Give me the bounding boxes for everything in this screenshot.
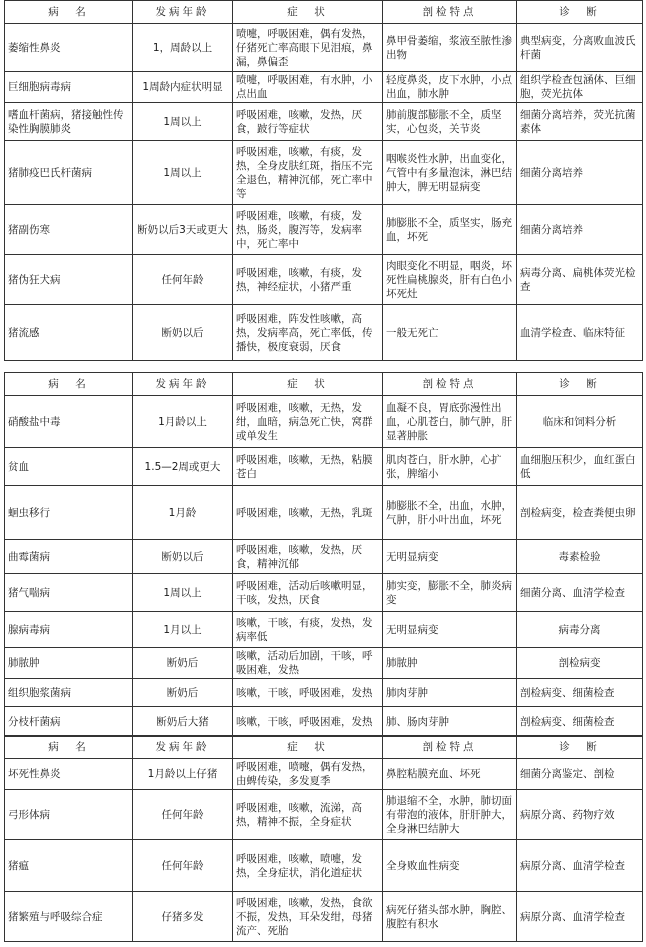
- necropsy-cell: 肌肉苍白，肝水肿，心扩张，脾缩小: [383, 448, 517, 486]
- diagnosis-cell: 毒素检验: [517, 540, 643, 574]
- table-row: [5, 540, 643, 574]
- disease-name-cell: 巨细胞病毒病: [5, 72, 133, 103]
- header-diagnosis: 诊 断: [517, 373, 643, 396]
- table-row: [5, 612, 643, 648]
- symptoms-cell: 呼吸困难，咳嗽，发热，食欲不振，发热，耳朵发绀，母猪流产、死胎: [233, 892, 383, 942]
- table-row: [5, 648, 643, 679]
- disease-name-cell: 曲霉菌病: [5, 540, 133, 574]
- disease-name-cell: 蛔虫移行: [5, 486, 133, 540]
- symptoms-cell: 呼吸困难，阵发性咳嗽，高热，发病率高，死亡率低，传播快，极度衰弱，厌食: [233, 305, 383, 361]
- table-row: [5, 892, 643, 942]
- table-row: [5, 24, 643, 72]
- disease-name-cell: 猪流感: [5, 305, 133, 361]
- disease-table-2: [4, 372, 642, 737]
- table-row: [5, 759, 643, 790]
- onset-age-cell: 1月龄以上仔猪: [133, 759, 233, 790]
- table-row: [5, 790, 643, 840]
- necropsy-cell: 肺脓肿: [383, 648, 517, 679]
- diagnosis-cell: 病原分离、血清学检查: [517, 840, 643, 892]
- disease-name-cell: 猪瘟: [5, 840, 133, 892]
- symptoms-cell: 呼吸困难，咳嗽，无热，发绀，血暗，病急死亡快，窝群或单发生: [233, 396, 383, 448]
- table-row: [5, 574, 643, 612]
- disease-name-cell: 弓形体病: [5, 790, 133, 840]
- necropsy-cell: 全身败血性病变: [383, 840, 517, 892]
- necropsy-cell: 肺退缩不全，水肿，肺切面有带泡的液体，肝肝肿大，全身淋巴结肿大: [383, 790, 517, 840]
- header-disease-name: 病 名: [5, 1, 133, 24]
- header-necropsy: 剖检特点: [383, 1, 517, 24]
- header-onset-age: 发病年龄: [133, 373, 233, 396]
- disease-name-cell: 贫血: [5, 448, 133, 486]
- disease-name-cell: 分枝杆菌病: [5, 707, 133, 737]
- necropsy-cell: 鼻腔粘膜充血、坏死: [383, 759, 517, 790]
- onset-age-cell: 1周以上: [133, 574, 233, 612]
- diagnosis-cell: 剖检病变: [517, 648, 643, 679]
- table-row: [5, 103, 643, 141]
- symptoms-cell: 呼吸困难，咳嗽，有痰，发热，神经症状，小猪严重: [233, 255, 383, 305]
- header-necropsy: 剖检特点: [383, 736, 517, 759]
- necropsy-cell: 咽喉炎性水肿，出血变化，气管中有多量泡沫，淋巴结肿大，脾无明显病变: [383, 141, 517, 205]
- header-diagnosis: 诊 断: [517, 1, 643, 24]
- onset-age-cell: 1周以上: [133, 141, 233, 205]
- disease-name-cell: 坏死性鼻炎: [5, 759, 133, 790]
- symptoms-cell: 咳嗽，干咳，呼吸困难，发热: [233, 707, 383, 737]
- diagnosis-cell: 剖检病变、细菌检查: [517, 679, 643, 707]
- disease-table-1: [4, 0, 642, 361]
- disease-name-cell: 肺脓肿: [5, 648, 133, 679]
- header-diagnosis: 诊 断: [517, 736, 643, 759]
- disease-name-cell: 萎缩性鼻炎: [5, 24, 133, 72]
- diagnosis-cell: 细菌分离培养: [517, 205, 643, 255]
- header-disease-name: 病 名: [5, 736, 133, 759]
- header-symptoms: 症 状: [233, 1, 383, 24]
- table-row: [5, 255, 643, 305]
- symptoms-cell: 呼吸困难，咳嗽，无热，乳斑: [233, 486, 383, 540]
- header-symptoms: 症 状: [233, 736, 383, 759]
- table-header-row: [5, 1, 643, 24]
- symptoms-cell: 咳嗽，活动后加剧，干咳，呼吸困难，发热: [233, 648, 383, 679]
- disease-name-cell: 猪气喘病: [5, 574, 133, 612]
- necropsy-cell: 肺实变，膨胀不全，肺炎病变: [383, 574, 517, 612]
- diagnosis-cell: 细菌分离、血清学检查: [517, 574, 643, 612]
- diagnosis-cell: 剖检病变，检查粪便虫卵: [517, 486, 643, 540]
- symptoms-cell: 呼吸困难，咳嗽，发热，厌食，精神沉郁: [233, 540, 383, 574]
- onset-age-cell: 断奶后大猪: [133, 707, 233, 737]
- header-symptoms: 症 状: [233, 373, 383, 396]
- symptoms-cell: 咳嗽，干咳，有痰，发热，发病率低: [233, 612, 383, 648]
- onset-age-cell: 任何年龄: [133, 790, 233, 840]
- symptoms-cell: 呼吸困难，咳嗽，发热，厌食，跛行等症状: [233, 103, 383, 141]
- symptoms-cell: 喷嚏，呼吸困难，偶有发热，仔猪死亡率高眼下见泪痕，鼻漏，鼻偏歪: [233, 24, 383, 72]
- table-row: [5, 305, 643, 361]
- symptoms-cell: 呼吸困难，咳嗽，无热，粘膜苍白: [233, 448, 383, 486]
- disease-name-cell: 猪伪狂犬病: [5, 255, 133, 305]
- onset-age-cell: 1月龄以上: [133, 396, 233, 448]
- table-header-row: [5, 373, 643, 396]
- disease-table-3: [4, 735, 642, 942]
- diagnosis-cell: 细菌分离鉴定、剖检: [517, 759, 643, 790]
- diagnosis-cell: 病毒分离: [517, 612, 643, 648]
- header-onset-age: 发病年龄: [133, 736, 233, 759]
- disease-name-cell: 腺病毒病: [5, 612, 133, 648]
- onset-age-cell: 1月龄: [133, 486, 233, 540]
- symptoms-cell: 呼吸困难，咳嗽，喷嚏，发热，全身症状，消化道症状: [233, 840, 383, 892]
- table-row: [5, 448, 643, 486]
- necropsy-cell: 一般无死亡: [383, 305, 517, 361]
- onset-age-cell: 断奶以后: [133, 305, 233, 361]
- onset-age-cell: 断奶后: [133, 648, 233, 679]
- disease-name-cell: 猪繁殖与呼吸综合症: [5, 892, 133, 942]
- header-disease-name: 病 名: [5, 373, 133, 396]
- symptoms-cell: 呼吸困难，喷嚏，偶有发热，由蜱传染，多发夏季: [233, 759, 383, 790]
- onset-age-cell: 1周龄内症状明显: [133, 72, 233, 103]
- table-header-row: [5, 736, 643, 759]
- table-row: [5, 707, 643, 737]
- diagnosis-cell: 血细胞压积少，血红蛋白低: [517, 448, 643, 486]
- necropsy-cell: 轻度鼻炎，皮下水肿，小点出血，肺水肿: [383, 72, 517, 103]
- necropsy-cell: 血凝不良，胃底弥漫性出血，心肌苍白，肺气肿，肝显著肿胀: [383, 396, 517, 448]
- table-row: [5, 840, 643, 892]
- necropsy-cell: 肺、肠肉芽肿: [383, 707, 517, 737]
- necropsy-cell: 肺前腹部膨胀不全，质坚实，心包炎，关节炎: [383, 103, 517, 141]
- onset-age-cell: 1.5—2周或更大: [133, 448, 233, 486]
- diagnosis-cell: 病原分离、血清学检查: [517, 892, 643, 942]
- diagnosis-cell: 剖检病变、细菌检查: [517, 707, 643, 737]
- necropsy-cell: 肉眼变化不明显，咽炎，坏死性扁桃腺炎，肝有白色小坏死灶: [383, 255, 517, 305]
- table-row: [5, 141, 643, 205]
- table-row: [5, 486, 643, 540]
- necropsy-cell: 病死仔猪头部水肿，胸腔、腹腔有积水: [383, 892, 517, 942]
- onset-age-cell: 断奶以后: [133, 540, 233, 574]
- necropsy-cell: 鼻甲骨萎缩，浆液至脓性渗出物: [383, 24, 517, 72]
- onset-age-cell: 1周以上: [133, 103, 233, 141]
- diagnosis-cell: 细菌分离培养，荧光抗菌素体: [517, 103, 643, 141]
- disease-name-cell: 嗜血杆菌病，猪接触性传染性胸膜肺炎: [5, 103, 133, 141]
- necropsy-cell: 肺膨胀不全，出血，水肿，气肿，肝小叶出血，坏死: [383, 486, 517, 540]
- onset-age-cell: 仔猪多发: [133, 892, 233, 942]
- header-necropsy: 剖检特点: [383, 373, 517, 396]
- table-row: [5, 205, 643, 255]
- diagnosis-cell: 病毒分离、扁桃体荧光检查: [517, 255, 643, 305]
- onset-age-cell: 1，周龄以上: [133, 24, 233, 72]
- diagnosis-cell: 临床和饲料分析: [517, 396, 643, 448]
- diagnosis-cell: 血清学检查、临床特征: [517, 305, 643, 361]
- symptoms-cell: 呼吸困难，咳嗽，有痰，发热，全身皮肤红斑，指压不完全退色，精神沉郁，死亡率中等: [233, 141, 383, 205]
- necropsy-cell: 肺肉芽肿: [383, 679, 517, 707]
- onset-age-cell: 断奶后: [133, 679, 233, 707]
- necropsy-cell: 肺膨胀不全，质坚实，肠充血，坏死: [383, 205, 517, 255]
- table-row: [5, 396, 643, 448]
- onset-age-cell: 1月以上: [133, 612, 233, 648]
- necropsy-cell: 无明显病变: [383, 540, 517, 574]
- table-row: [5, 679, 643, 707]
- necropsy-cell: 无明显病变: [383, 612, 517, 648]
- onset-age-cell: 任何年龄: [133, 255, 233, 305]
- disease-name-cell: 猪副伤寒: [5, 205, 133, 255]
- onset-age-cell: 断奶以后3天或更大: [133, 205, 233, 255]
- diagnosis-cell: 典型病变，分离败血波氏杆菌: [517, 24, 643, 72]
- symptoms-cell: 呼吸困难，活动后咳嗽明显，干咳，发热，厌食: [233, 574, 383, 612]
- diagnosis-cell: 病原分离、药物疗效: [517, 790, 643, 840]
- disease-name-cell: 组织胞浆菌病: [5, 679, 133, 707]
- diagnosis-cell: 细菌分离培养: [517, 141, 643, 205]
- symptoms-cell: 呼吸困难，咳嗽，流涕，高热，精神不振，全身症状: [233, 790, 383, 840]
- symptoms-cell: 呼吸困难，咳嗽，有痰，发热，肠炎，腹泻等，发病率中，死亡率中: [233, 205, 383, 255]
- symptoms-cell: 咳嗽，干咳，呼吸困难，发热: [233, 679, 383, 707]
- symptoms-cell: 喷嚏，呼吸困难，有水肿，小点出血: [233, 72, 383, 103]
- table-row: [5, 72, 643, 103]
- disease-name-cell: 猪肺疫巴氏杆菌病: [5, 141, 133, 205]
- onset-age-cell: 任何年龄: [133, 840, 233, 892]
- disease-name-cell: 硝酸盐中毒: [5, 396, 133, 448]
- header-onset-age: 发病年龄: [133, 1, 233, 24]
- diagnosis-cell: 组织学检查包涵体、巨细胞，荧光抗体: [517, 72, 643, 103]
